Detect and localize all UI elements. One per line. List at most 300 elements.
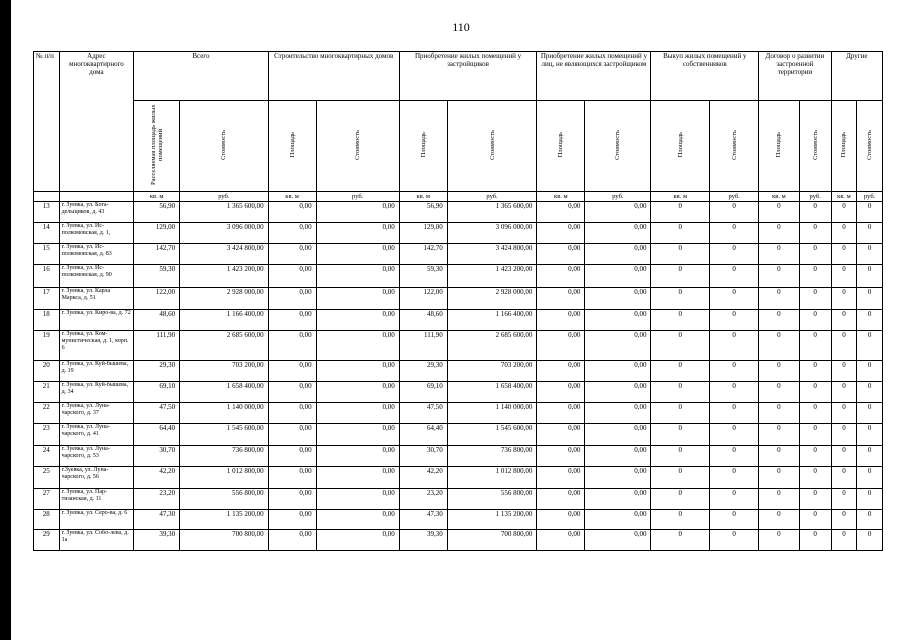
construction-area-cell: 0,00 xyxy=(268,530,316,551)
row-number: 20 xyxy=(34,361,60,382)
non-developer-area-cell: 0,00 xyxy=(537,446,585,467)
total-cost-cell: 1 658 400,00 xyxy=(180,382,269,403)
construction-area-cell: 0,00 xyxy=(268,202,316,223)
buyout-area-cell: 0 xyxy=(651,331,710,361)
non-developer-cost-cell: 0,00 xyxy=(585,489,651,510)
subheader-cost: Стоимость xyxy=(180,101,269,192)
other-cost-cell: 0 xyxy=(857,265,883,288)
developer-cost-cell: 1 423 200,00 xyxy=(447,265,537,288)
buyout-cost-cell: 0 xyxy=(710,331,759,361)
construction-area-cell: 0,00 xyxy=(268,446,316,467)
contract-area-cell: 0 xyxy=(759,424,800,446)
units-blank xyxy=(34,192,60,202)
contract-area-cell: 0 xyxy=(759,244,800,265)
contract-area-cell: 0 xyxy=(759,446,800,467)
table-row xyxy=(34,530,883,551)
construction-area-cell: 0,00 xyxy=(268,382,316,403)
other-area-cell: 0 xyxy=(831,382,857,403)
total-area-cell: 47,50 xyxy=(134,403,180,424)
row-address: г. Зуевка, ул. Луна-чарского, д. 37 xyxy=(59,403,134,424)
non-developer-cost-cell: 0,00 xyxy=(585,202,651,223)
buyout-cost-cell: 0 xyxy=(710,467,759,489)
construction-cost-cell: 0,00 xyxy=(316,467,399,489)
total-area-cell: 39,30 xyxy=(134,530,180,551)
total-cost-cell: 1 012 800,00 xyxy=(180,467,269,489)
row-address: г. Зуевка, ул. Ком-мунистическая, д. 1, корп. 6 xyxy=(59,331,134,361)
construction-cost-cell: 0,00 xyxy=(316,403,399,424)
header-construction: Строительство многоквартирных домов xyxy=(268,52,399,101)
buyout-cost-cell: 0 xyxy=(710,361,759,382)
row-number: 14 xyxy=(34,223,60,244)
other-area-cell: 0 xyxy=(831,489,857,510)
subheader-area: Площадь xyxy=(399,101,447,192)
total-area-cell: 30,70 xyxy=(134,446,180,467)
unit-cost: руб. xyxy=(799,192,831,202)
unit-cost: руб. xyxy=(585,192,651,202)
contract-cost-cell: 0 xyxy=(799,288,831,310)
construction-area-cell: 0,00 xyxy=(268,403,316,424)
non-developer-cost-cell: 0,00 xyxy=(585,424,651,446)
contract-cost-cell: 0 xyxy=(799,310,831,331)
unit-cost: руб. xyxy=(857,192,883,202)
non-developer-area-cell: 0,00 xyxy=(537,244,585,265)
contract-area-cell: 0 xyxy=(759,310,800,331)
row-number: 15 xyxy=(34,244,60,265)
developer-area-cell: 129,00 xyxy=(399,223,447,244)
buyout-area-cell: 0 xyxy=(651,382,710,403)
non-developer-cost-cell: 0,00 xyxy=(585,361,651,382)
construction-cost-cell: 0,00 xyxy=(316,424,399,446)
developer-area-cell: 23,20 xyxy=(399,489,447,510)
buyout-cost-cell: 0 xyxy=(710,403,759,424)
developer-area-cell: 30,70 xyxy=(399,446,447,467)
contract-area-cell: 0 xyxy=(759,223,800,244)
developer-cost-cell: 2 928 000,00 xyxy=(447,288,537,310)
table-row xyxy=(34,288,883,310)
subheader-cost: Стоимость xyxy=(857,101,883,192)
contract-cost-cell: 0 xyxy=(799,489,831,510)
buyout-cost-cell: 0 xyxy=(710,530,759,551)
other-cost-cell: 0 xyxy=(857,530,883,551)
construction-cost-cell: 0,00 xyxy=(316,331,399,361)
total-cost-cell: 2 685 600,00 xyxy=(180,331,269,361)
other-area-cell: 0 xyxy=(831,424,857,446)
subheader-area: Площадь xyxy=(651,101,710,192)
contract-area-cell: 0 xyxy=(759,361,800,382)
total-area-cell: 29,30 xyxy=(134,361,180,382)
other-area-cell: 0 xyxy=(831,510,857,530)
buyout-area-cell: 0 xyxy=(651,265,710,288)
developer-area-cell: 64,40 xyxy=(399,424,447,446)
developer-cost-cell: 1 545 600,00 xyxy=(447,424,537,446)
contract-cost-cell: 0 xyxy=(799,202,831,223)
construction-area-cell: 0,00 xyxy=(268,467,316,489)
total-cost-cell: 1 166 400,00 xyxy=(180,310,269,331)
row-address: г. Зуевка, ул. Ис-полкомовская, д. 1, xyxy=(59,223,134,244)
non-developer-area-cell: 0,00 xyxy=(537,424,585,446)
developer-cost-cell: 700 800,00 xyxy=(447,530,537,551)
total-cost-cell: 736 800,00 xyxy=(180,446,269,467)
developer-area-cell: 48,60 xyxy=(399,310,447,331)
contract-cost-cell: 0 xyxy=(799,265,831,288)
non-developer-cost-cell: 0,00 xyxy=(585,223,651,244)
header-other: Другие xyxy=(831,52,882,101)
developer-cost-cell: 1 140 000,00 xyxy=(447,403,537,424)
other-area-cell: 0 xyxy=(831,244,857,265)
row-number: 24 xyxy=(34,446,60,467)
total-area-cell: 122,00 xyxy=(134,288,180,310)
developer-cost-cell: 556 800,00 xyxy=(447,489,537,510)
other-area-cell: 0 xyxy=(831,202,857,223)
construction-area-cell: 0,00 xyxy=(268,510,316,530)
subheader-cost: Стоимость xyxy=(799,101,831,192)
total-cost-cell: 1 135 200,00 xyxy=(180,510,269,530)
total-area-cell: 69,10 xyxy=(134,382,180,403)
developer-area-cell: 29,30 xyxy=(399,361,447,382)
row-address: г. Зуевка, ул. Бога-дельщиков, д. 43 xyxy=(59,202,134,223)
row-number: 23 xyxy=(34,424,60,446)
buyout-area-cell: 0 xyxy=(651,244,710,265)
total-area-cell: 59,30 xyxy=(134,265,180,288)
contract-area-cell: 0 xyxy=(759,403,800,424)
buyout-cost-cell: 0 xyxy=(710,424,759,446)
developer-area-cell: 42,20 xyxy=(399,467,447,489)
developer-area-cell: 47,50 xyxy=(399,403,447,424)
developer-area-cell: 111,90 xyxy=(399,331,447,361)
row-number: 28 xyxy=(34,510,60,530)
buyout-area-cell: 0 xyxy=(651,288,710,310)
header-owners-buyout: Выкуп жилых помещений у собственников xyxy=(651,52,759,101)
header-developer-purchase: Приобретение жилых помещений у застройщиков xyxy=(399,52,537,101)
construction-cost-cell: 0,00 xyxy=(316,310,399,331)
table-row xyxy=(34,361,883,382)
total-area-cell: 23,20 xyxy=(134,489,180,510)
contract-cost-cell: 0 xyxy=(799,446,831,467)
construction-cost-cell: 0,00 xyxy=(316,265,399,288)
header-no: № п/п xyxy=(34,52,60,192)
construction-cost-cell: 0,00 xyxy=(316,223,399,244)
developer-cost-cell: 3 424 800,00 xyxy=(447,244,537,265)
row-address: г. Зуевка, ул. Ис-полкомовская, д. 83 xyxy=(59,244,134,265)
contract-cost-cell: 0 xyxy=(799,361,831,382)
developer-area-cell: 47,30 xyxy=(399,510,447,530)
total-area-cell: 64,40 xyxy=(134,424,180,446)
unit-area: кв. м xyxy=(831,192,857,202)
total-area-cell: 42,20 xyxy=(134,467,180,489)
total-cost-cell: 703 200,00 xyxy=(180,361,269,382)
other-cost-cell: 0 xyxy=(857,489,883,510)
table-row xyxy=(34,467,883,489)
other-cost-cell: 0 xyxy=(857,510,883,530)
construction-cost-cell: 0,00 xyxy=(316,382,399,403)
non-developer-area-cell: 0,00 xyxy=(537,265,585,288)
other-area-cell: 0 xyxy=(831,331,857,361)
table-row xyxy=(34,446,883,467)
subheader-cost: Стоимость xyxy=(585,101,651,192)
row-address: г. Зуевка, ул. Куй-бышева, д. 34 xyxy=(59,382,134,403)
row-number: 27 xyxy=(34,489,60,510)
contract-cost-cell: 0 xyxy=(799,223,831,244)
other-area-cell: 0 xyxy=(831,361,857,382)
subheader-cost: Стоимость xyxy=(710,101,759,192)
row-address: г. Зуевка, ул. Собо-лева, д. 1а xyxy=(59,530,134,551)
construction-cost-cell: 0,00 xyxy=(316,489,399,510)
construction-area-cell: 0,00 xyxy=(268,223,316,244)
other-area-cell: 0 xyxy=(831,288,857,310)
header-address: Адрес многоквартирного дома xyxy=(59,52,134,192)
construction-cost-cell: 0,00 xyxy=(316,202,399,223)
other-cost-cell: 0 xyxy=(857,424,883,446)
subheader-area: Площадь xyxy=(831,101,857,192)
other-cost-cell: 0 xyxy=(857,310,883,331)
row-address: г.Зуевка, ул. Луна-чарского, д. 56 xyxy=(59,467,134,489)
unit-area: кв. м xyxy=(268,192,316,202)
total-area-cell: 56,90 xyxy=(134,202,180,223)
total-area-cell: 111,90 xyxy=(134,331,180,361)
buyout-cost-cell: 0 xyxy=(710,244,759,265)
buyout-cost-cell: 0 xyxy=(710,288,759,310)
construction-cost-cell: 0,00 xyxy=(316,510,399,530)
non-developer-cost-cell: 0,00 xyxy=(585,265,651,288)
buyout-cost-cell: 0 xyxy=(710,382,759,403)
total-cost-cell: 1 423 200,00 xyxy=(180,265,269,288)
table-row xyxy=(34,223,883,244)
non-developer-area-cell: 0,00 xyxy=(537,288,585,310)
total-cost-cell: 2 928 000,00 xyxy=(180,288,269,310)
row-address: г. Зуевка, ул. Ис-полкомовская, д. 90 xyxy=(59,265,134,288)
other-cost-cell: 0 xyxy=(857,288,883,310)
developer-cost-cell: 1 658 400,00 xyxy=(447,382,537,403)
table-row xyxy=(34,244,883,265)
non-developer-area-cell: 0,00 xyxy=(537,530,585,551)
header-non-developer-purchase: Приобретение жилых помещений у лиц, не являющихся застройщиком xyxy=(537,52,651,101)
table-row xyxy=(34,265,883,288)
non-developer-area-cell: 0,00 xyxy=(537,382,585,403)
page-number: 110 xyxy=(452,20,470,34)
row-number: 19 xyxy=(34,331,60,361)
construction-cost-cell: 0,00 xyxy=(316,288,399,310)
developer-cost-cell: 3 096 000,00 xyxy=(447,223,537,244)
buyout-area-cell: 0 xyxy=(651,530,710,551)
row-address: г. Зуевка, ул. Луна-чарского, д. 41 xyxy=(59,424,134,446)
scan-edge xyxy=(0,0,11,640)
construction-area-cell: 0,00 xyxy=(268,265,316,288)
construction-area-cell: 0,00 xyxy=(268,310,316,331)
unit-cost: руб. xyxy=(447,192,537,202)
construction-area-cell: 0,00 xyxy=(268,331,316,361)
contract-cost-cell: 0 xyxy=(799,530,831,551)
buyout-area-cell: 0 xyxy=(651,489,710,510)
buyout-cost-cell: 0 xyxy=(710,446,759,467)
other-area-cell: 0 xyxy=(831,403,857,424)
total-cost-cell: 556 800,00 xyxy=(180,489,269,510)
buyout-area-cell: 0 xyxy=(651,446,710,467)
developer-area-cell: 69,10 xyxy=(399,382,447,403)
row-address: г. Зуевка, ул. Киро-ва, д. 72 xyxy=(59,310,134,331)
non-developer-area-cell: 0,00 xyxy=(537,202,585,223)
subheader-cost: Стоимость xyxy=(316,101,399,192)
contract-area-cell: 0 xyxy=(759,489,800,510)
unit-area: кв. м xyxy=(134,192,180,202)
non-developer-area-cell: 0,00 xyxy=(537,361,585,382)
developer-cost-cell: 1 166 400,00 xyxy=(447,310,537,331)
table-row xyxy=(34,310,883,331)
row-number: 29 xyxy=(34,530,60,551)
other-cost-cell: 0 xyxy=(857,467,883,489)
subheader-area: Площадь xyxy=(268,101,316,192)
non-developer-area-cell: 0,00 xyxy=(537,489,585,510)
total-cost-cell: 1 365 600,00 xyxy=(180,202,269,223)
other-area-cell: 0 xyxy=(831,310,857,331)
developer-area-cell: 122,00 xyxy=(399,288,447,310)
construction-cost-cell: 0,00 xyxy=(316,446,399,467)
buyout-area-cell: 0 xyxy=(651,467,710,489)
non-developer-cost-cell: 0,00 xyxy=(585,446,651,467)
contract-area-cell: 0 xyxy=(759,530,800,551)
contract-area-cell: 0 xyxy=(759,382,800,403)
total-area-cell: 142,70 xyxy=(134,244,180,265)
construction-cost-cell: 0,00 xyxy=(316,244,399,265)
contract-cost-cell: 0 xyxy=(799,467,831,489)
subheader-area: Площадь xyxy=(759,101,800,192)
contract-area-cell: 0 xyxy=(759,467,800,489)
header-development-contract: Договор о развитии застроенной территории xyxy=(759,52,832,101)
total-cost-cell: 700 800,00 xyxy=(180,530,269,551)
table-row xyxy=(34,424,883,446)
non-developer-cost-cell: 0,00 xyxy=(585,467,651,489)
row-address: г. Зуевка, ул. Пар-тизанская, д. 11 xyxy=(59,489,134,510)
unit-cost: руб. xyxy=(316,192,399,202)
buyout-area-cell: 0 xyxy=(651,361,710,382)
developer-area-cell: 39,30 xyxy=(399,530,447,551)
total-cost-cell: 3 096 000,00 xyxy=(180,223,269,244)
total-cost-cell: 1 140 000,00 xyxy=(180,403,269,424)
other-cost-cell: 0 xyxy=(857,202,883,223)
contract-cost-cell: 0 xyxy=(799,510,831,530)
contract-area-cell: 0 xyxy=(759,202,800,223)
other-area-cell: 0 xyxy=(831,446,857,467)
developer-cost-cell: 2 685 600,00 xyxy=(447,331,537,361)
non-developer-cost-cell: 0,00 xyxy=(585,244,651,265)
unit-area: кв. м xyxy=(399,192,447,202)
buyout-area-cell: 0 xyxy=(651,223,710,244)
subheader-area: Площадь xyxy=(537,101,585,192)
buyout-area-cell: 0 xyxy=(651,510,710,530)
total-area-cell: 48,60 xyxy=(134,310,180,331)
other-cost-cell: 0 xyxy=(857,382,883,403)
construction-area-cell: 0,00 xyxy=(268,489,316,510)
subheader-area-total: Расселяемая площадь жилых помещений xyxy=(134,101,180,192)
other-cost-cell: 0 xyxy=(857,403,883,424)
row-number: 25 xyxy=(34,467,60,489)
contract-area-cell: 0 xyxy=(759,265,800,288)
contract-area-cell: 0 xyxy=(759,331,800,361)
contract-area-cell: 0 xyxy=(759,510,800,530)
row-number: 17 xyxy=(34,288,60,310)
other-area-cell: 0 xyxy=(831,467,857,489)
contract-cost-cell: 0 xyxy=(799,244,831,265)
contract-cost-cell: 0 xyxy=(799,403,831,424)
row-number: 13 xyxy=(34,202,60,223)
table-row xyxy=(34,202,883,223)
unit-area: кв. м xyxy=(759,192,800,202)
developer-cost-cell: 1 135 200,00 xyxy=(447,510,537,530)
buyout-area-cell: 0 xyxy=(651,403,710,424)
resettlement-table xyxy=(33,51,883,551)
row-address: г. Зуевка, ул. Серо-ва, д. 6 xyxy=(59,510,134,530)
row-number: 18 xyxy=(34,310,60,331)
non-developer-area-cell: 0,00 xyxy=(537,310,585,331)
non-developer-area-cell: 0,00 xyxy=(537,467,585,489)
construction-cost-cell: 0,00 xyxy=(316,361,399,382)
row-address: г. Зуевка, ул. Карла Маркса, д. 51 xyxy=(59,288,134,310)
row-number: 16 xyxy=(34,265,60,288)
non-developer-cost-cell: 0,00 xyxy=(585,382,651,403)
buyout-area-cell: 0 xyxy=(651,202,710,223)
other-cost-cell: 0 xyxy=(857,223,883,244)
developer-cost-cell: 1 365 600,00 xyxy=(447,202,537,223)
unit-area: кв. м xyxy=(537,192,585,202)
non-developer-area-cell: 0,00 xyxy=(537,223,585,244)
other-cost-cell: 0 xyxy=(857,446,883,467)
construction-area-cell: 0,00 xyxy=(268,244,316,265)
other-area-cell: 0 xyxy=(831,223,857,244)
buyout-cost-cell: 0 xyxy=(710,510,759,530)
developer-area-cell: 56,90 xyxy=(399,202,447,223)
row-address: г. Зуевка, ул. Куй-бышева, д. 19 xyxy=(59,361,134,382)
non-developer-cost-cell: 0,00 xyxy=(585,288,651,310)
contract-area-cell: 0 xyxy=(759,288,800,310)
developer-area-cell: 59,30 xyxy=(399,265,447,288)
non-developer-cost-cell: 0,00 xyxy=(585,331,651,361)
buyout-cost-cell: 0 xyxy=(710,202,759,223)
developer-cost-cell: 1 012 800,00 xyxy=(447,467,537,489)
non-developer-area-cell: 0,00 xyxy=(537,510,585,530)
non-developer-cost-cell: 0,00 xyxy=(585,530,651,551)
non-developer-cost-cell: 0,00 xyxy=(585,310,651,331)
row-address: г. Зуевка, ул. Луна-чарского, д. 53 xyxy=(59,446,134,467)
subheader-cost: Стоимость xyxy=(447,101,537,192)
non-developer-area-cell: 0,00 xyxy=(537,331,585,361)
table-row xyxy=(34,382,883,403)
buyout-cost-cell: 0 xyxy=(710,223,759,244)
unit-cost: руб. xyxy=(180,192,269,202)
developer-cost-cell: 703 200,00 xyxy=(447,361,537,382)
total-cost-cell: 1 545 600,00 xyxy=(180,424,269,446)
unit-cost: руб. xyxy=(710,192,759,202)
non-developer-area-cell: 0,00 xyxy=(537,403,585,424)
table-row xyxy=(34,403,883,424)
buyout-cost-cell: 0 xyxy=(710,265,759,288)
buyout-cost-cell: 0 xyxy=(710,489,759,510)
other-cost-cell: 0 xyxy=(857,244,883,265)
other-area-cell: 0 xyxy=(831,265,857,288)
table-row xyxy=(34,510,883,530)
unit-area: кв. м xyxy=(651,192,710,202)
buyout-area-cell: 0 xyxy=(651,310,710,331)
table-row xyxy=(34,331,883,361)
units-blank xyxy=(59,192,134,202)
total-area-cell: 47,30 xyxy=(134,510,180,530)
total-area-cell: 129,00 xyxy=(134,223,180,244)
contract-cost-cell: 0 xyxy=(799,424,831,446)
non-developer-cost-cell: 0,00 xyxy=(585,510,651,530)
header-total: Всего xyxy=(134,52,268,101)
buyout-cost-cell: 0 xyxy=(710,310,759,331)
total-cost-cell: 3 424 800,00 xyxy=(180,244,269,265)
other-cost-cell: 0 xyxy=(857,361,883,382)
other-cost-cell: 0 xyxy=(857,331,883,361)
